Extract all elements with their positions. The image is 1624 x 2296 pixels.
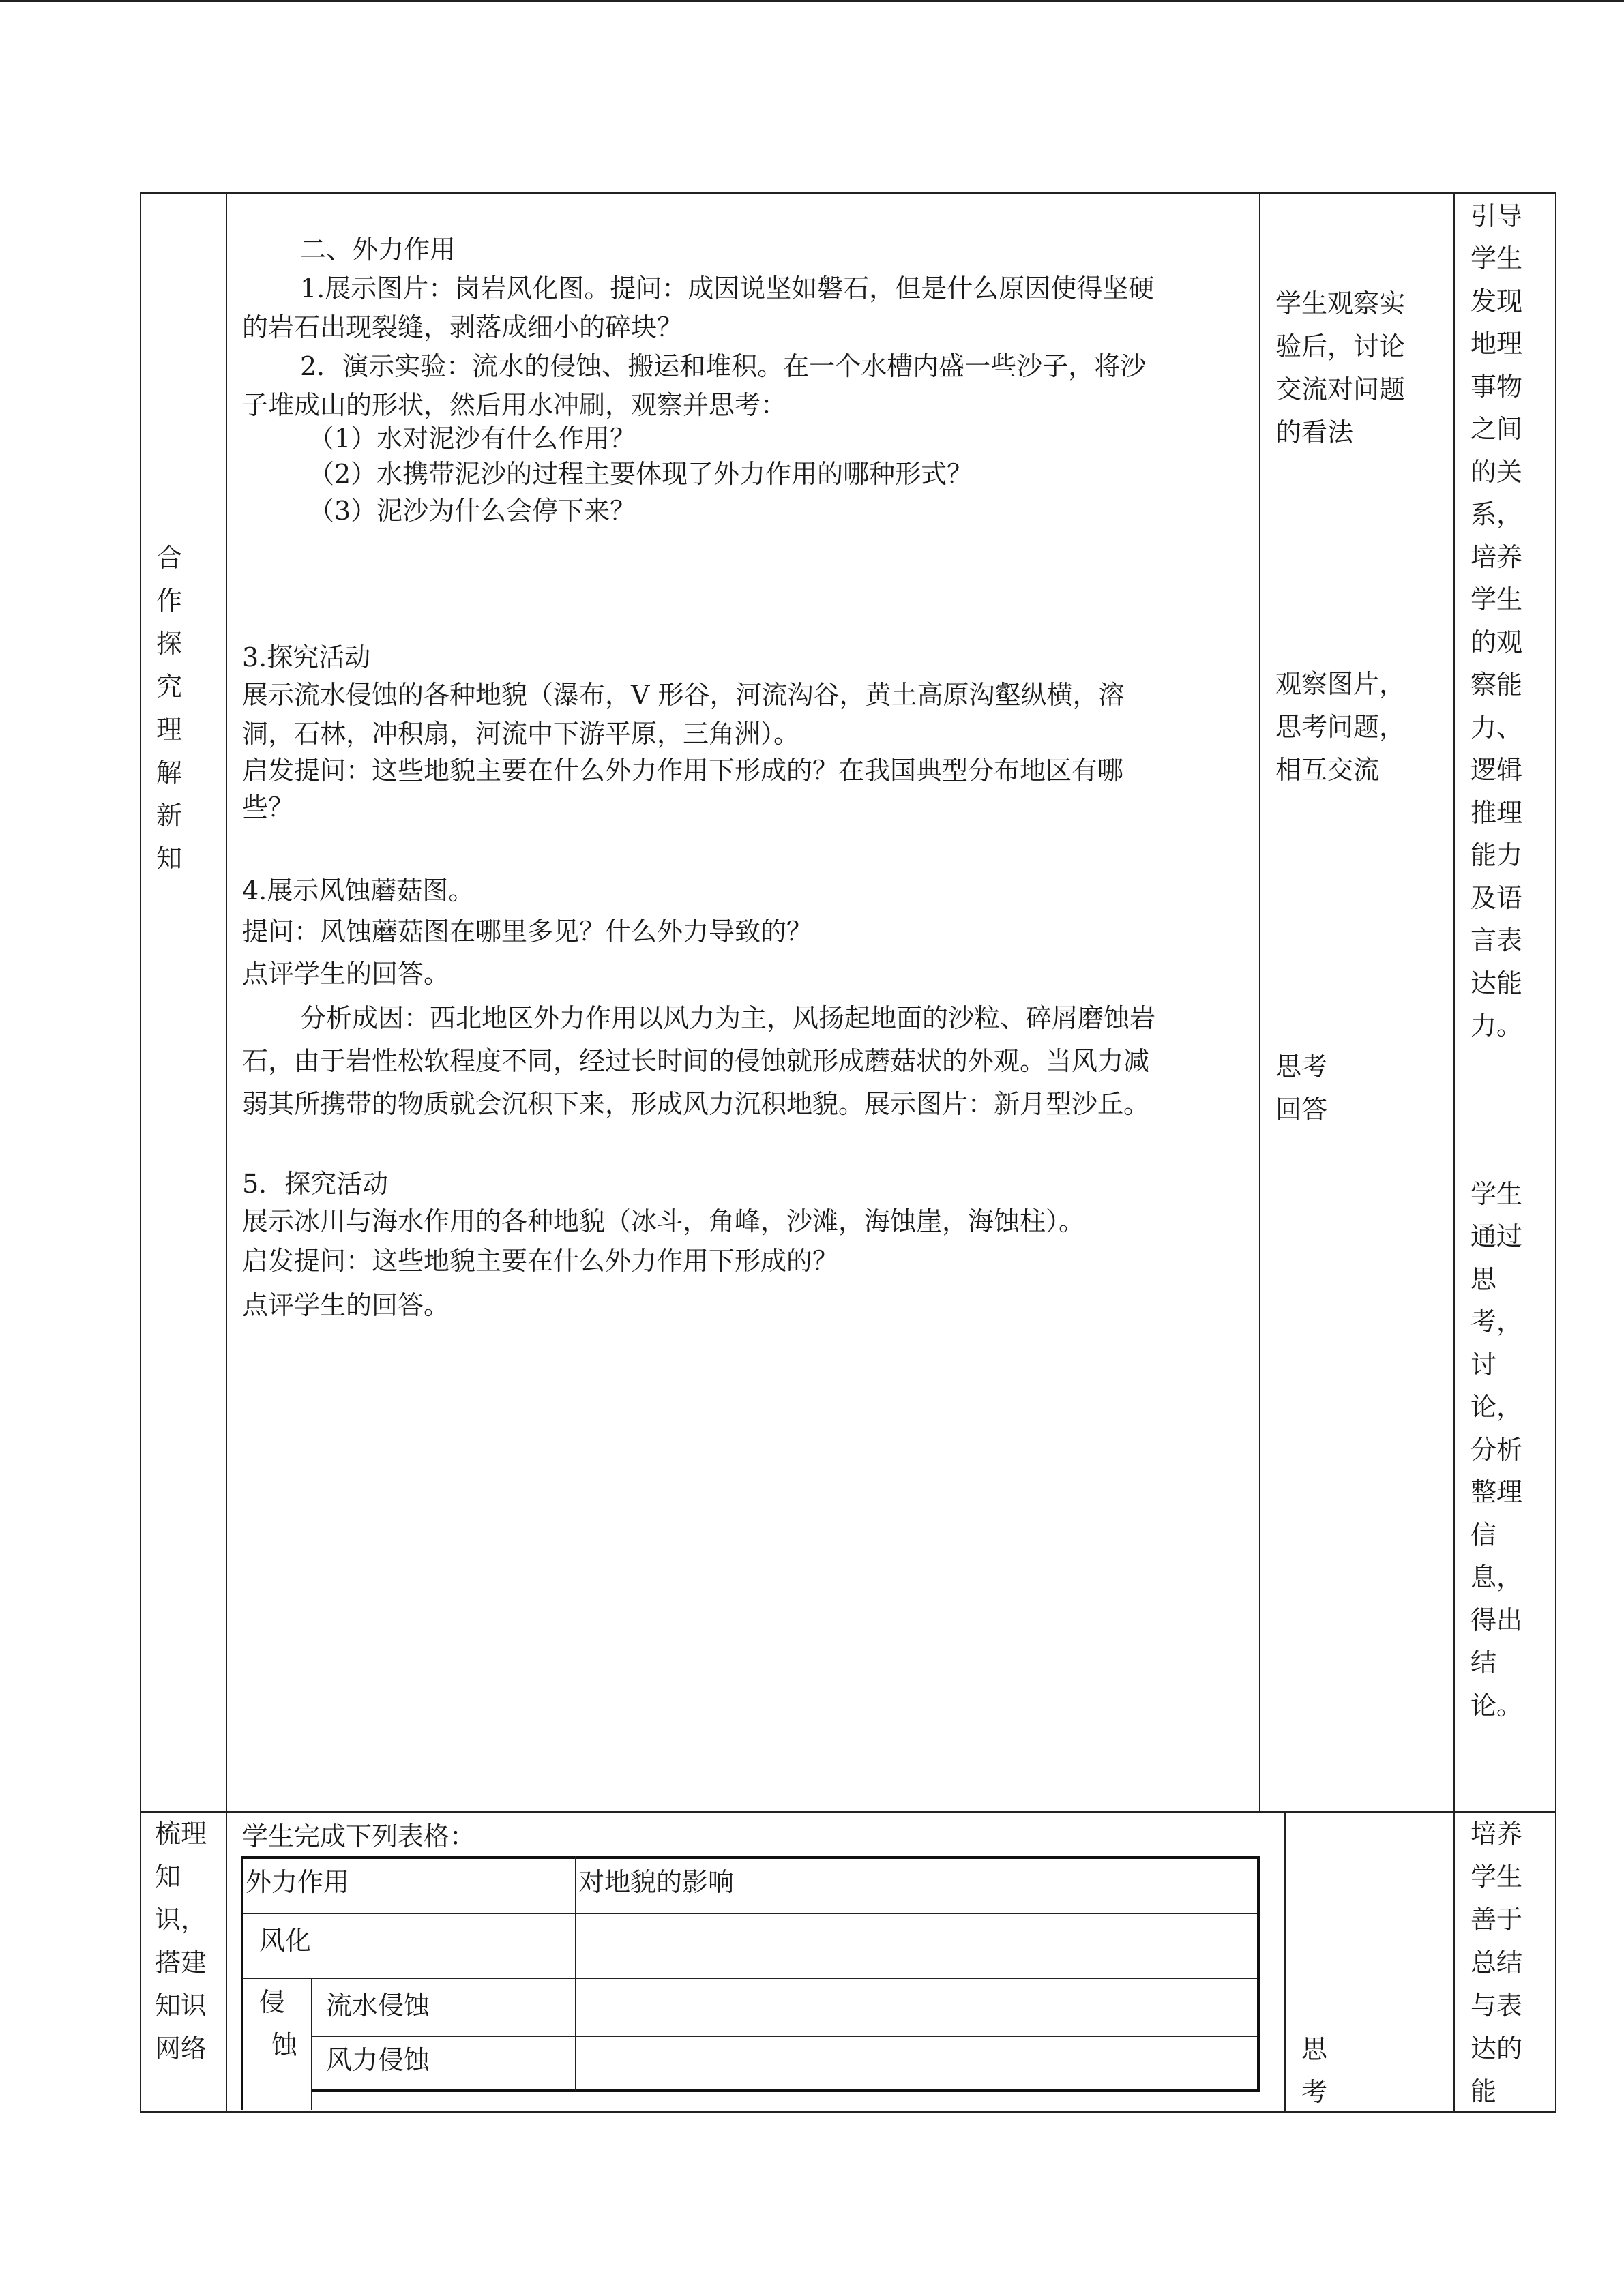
purpose-line: 事物 xyxy=(1471,372,1523,402)
content-line: 洞，石林，冲积扇，河流中下游平原，三角洲）。 xyxy=(242,719,800,749)
row-divider xyxy=(140,1811,1556,1813)
purpose-line: 推理 xyxy=(1471,798,1523,828)
col-divider-1 xyxy=(226,192,227,2113)
purpose-line: 培养 xyxy=(1471,542,1523,572)
purpose-line: 言表 xyxy=(1471,925,1523,955)
purpose-line: 力。 xyxy=(1471,1011,1523,1041)
inner-table-group-line xyxy=(311,1978,312,2110)
section1-label-char: 探 xyxy=(156,629,183,659)
content-line: 分析成因：西北地区外力作用以风力为主，风扬起地面的沙粒、碎屑磨蚀岩 xyxy=(300,1003,1156,1033)
page-top-border xyxy=(0,0,1624,2)
content-line: 展示冰川与海水作用的各种地貌（冰斗，角峰，沙滩，海蚀崖，海蚀柱）。 xyxy=(242,1206,1085,1236)
table-bottom-border xyxy=(140,2111,1556,2113)
col-divider-3 xyxy=(1453,192,1455,2113)
purpose-line: 的关 xyxy=(1471,457,1523,487)
section2-label-line: 网络 xyxy=(155,2033,207,2063)
section1-label-char: 解 xyxy=(156,758,183,788)
purpose-line: 得出 xyxy=(1471,1605,1523,1635)
student-line: 相互交流 xyxy=(1275,755,1380,785)
inner-table-row-line xyxy=(241,1978,1260,1979)
content-line: 启发提问：这些地貌主要在什么外力作用下形成的？ xyxy=(242,1246,839,1276)
content-line: 子堆成山的形状，然后用水冲刷，观察并思考： xyxy=(242,390,787,420)
table-top-border xyxy=(140,192,1556,194)
purpose-line: 的观 xyxy=(1471,627,1523,657)
section2-label-line: 梳理 xyxy=(155,1819,207,1849)
purpose-line: 总结 xyxy=(1471,1948,1523,1978)
inner-table-row-line xyxy=(311,2036,1260,2037)
purpose-line: 信 xyxy=(1471,1520,1497,1550)
purpose-line: 结 xyxy=(1471,1648,1497,1678)
purpose-line: 引导 xyxy=(1471,201,1523,231)
section2-label-line: 知 xyxy=(155,1862,181,1892)
student-line: 学生观察实 xyxy=(1275,288,1406,318)
col-divider-2-lower xyxy=(1284,1811,1286,2113)
student-line: 验后，讨论 xyxy=(1275,331,1406,361)
purpose-line: 通过 xyxy=(1471,1221,1523,1251)
student-line: 回答 xyxy=(1275,1094,1328,1124)
content-line: 弱其所携带的物质就会沉积下来，形成风力沉积地貌。展示图片：新月型沙丘。 xyxy=(242,1089,1150,1119)
content-line: （2）水携带泥沙的过程主要体现了外力作用的哪种形式？ xyxy=(308,459,973,489)
purpose-line: 学生 xyxy=(1471,584,1523,614)
purpose-line: 培养 xyxy=(1471,1819,1523,1849)
section1-label-char: 究 xyxy=(156,672,183,702)
content-line: 些？ xyxy=(242,792,295,822)
student-line: 思考 xyxy=(1275,1052,1328,1082)
purpose-line: 之间 xyxy=(1471,414,1523,444)
content-line: 启发提问：这些地貌主要在什么外力作用下形成的？在我国典型分布地区有哪 xyxy=(242,756,1124,786)
purpose-line: 思 xyxy=(1471,1264,1497,1294)
content-line: 二、外力作用 xyxy=(300,235,456,265)
student-line: 的看法 xyxy=(1275,417,1354,447)
purpose-line: 地理 xyxy=(1471,329,1523,359)
content-line: 3.探究活动 xyxy=(242,642,371,672)
purpose-line: 与表 xyxy=(1471,1991,1523,2021)
inner-table-right xyxy=(1257,1856,1260,2092)
content-line: （1）水对泥沙有什么作用？ xyxy=(308,423,636,453)
header-external-force: 外力作用 xyxy=(246,1867,350,1897)
purpose-line: 整理 xyxy=(1471,1477,1523,1507)
content-line: 展示流水侵蚀的各种地貌（瀑布，V 形谷，河流沟谷，黄土高原沟壑纵横，溶 xyxy=(242,680,1125,710)
inner-table-top xyxy=(241,1856,1260,1859)
inner-table-col-line xyxy=(575,1856,576,2092)
content-line: 5．探究活动 xyxy=(242,1169,389,1199)
purpose-line: 及语 xyxy=(1471,883,1523,913)
section1-label-char: 知 xyxy=(156,844,183,874)
table-intro: 学生完成下列表格： xyxy=(242,1821,476,1851)
purpose-line: 善于 xyxy=(1471,1905,1523,1935)
student-line: 思考问题， xyxy=(1275,712,1406,742)
purpose-line: 分析 xyxy=(1471,1435,1523,1465)
purpose-line: 息， xyxy=(1471,1562,1523,1592)
content-line: 2．演示实验：流水的侵蚀、搬运和堆积。在一个水槽内盛一些沙子，将沙 xyxy=(300,351,1147,381)
purpose-line: 能力 xyxy=(1471,840,1523,870)
section1-label-char: 合 xyxy=(156,543,183,573)
purpose-line: 论。 xyxy=(1471,1690,1523,1720)
inner-table-bottom xyxy=(311,2089,1260,2092)
purpose-line: 力、 xyxy=(1471,713,1523,743)
purpose-line: 逻辑 xyxy=(1471,755,1523,785)
content-line: 点评学生的回答。 xyxy=(242,959,450,989)
inner-table-row-line xyxy=(241,1913,1260,1914)
row-wind-erosion: 风力侵蚀 xyxy=(326,2045,430,2075)
table-left-border xyxy=(140,192,141,2113)
section2-label-line: 搭建 xyxy=(155,1948,207,1978)
purpose-line: 学生 xyxy=(1471,1179,1523,1209)
content-line: 1.展示图片：岗岩风化图。提问：成因说坚如磐石，但是什么原因使得坚硬 xyxy=(300,273,1155,303)
row-water-erosion: 流水侵蚀 xyxy=(326,1991,430,2021)
purpose-line: 达能 xyxy=(1471,968,1523,998)
purpose-line: 能 xyxy=(1471,2076,1497,2106)
inner-table-left xyxy=(241,1856,243,2110)
student-line: 交流对问题 xyxy=(1275,374,1406,404)
section1-label-char: 作 xyxy=(156,586,183,616)
content-line: 4.展示风蚀蘑菇图。 xyxy=(242,876,475,906)
section1-label-char: 理 xyxy=(156,715,183,745)
content-line: 的岩石出现裂缝，剥落成细小的碎块？ xyxy=(242,312,683,342)
purpose-line: 达的 xyxy=(1471,2033,1523,2063)
col-divider-2-upper xyxy=(1259,192,1260,1813)
student-line: 观察图片， xyxy=(1275,669,1406,699)
purpose-line: 考， xyxy=(1471,1307,1523,1337)
purpose-line: 学生 xyxy=(1471,243,1523,273)
content-line: 石，由于岩性松软程度不同，经过长时间的侵蚀就形成蘑菇状的外观。当风力减 xyxy=(242,1046,1150,1076)
row-weathering: 风化 xyxy=(259,1926,312,1956)
purpose-line: 系， xyxy=(1471,499,1523,529)
purpose-line: 学生 xyxy=(1471,1862,1523,1892)
student-line: 思 xyxy=(1301,2034,1328,2064)
content-line: 提问：风蚀蘑菇图在哪里多见？什么外力导致的？ xyxy=(242,916,813,946)
table-right-border xyxy=(1555,192,1556,2113)
content-line: （3）泥沙为什么会停下来？ xyxy=(308,496,636,526)
purpose-line: 察能 xyxy=(1471,670,1523,700)
student-line: 考 xyxy=(1301,2077,1328,2107)
section2-label-line: 知识 xyxy=(155,1991,207,2021)
purpose-line: 发现 xyxy=(1471,286,1523,316)
purpose-line: 讨 xyxy=(1471,1350,1497,1380)
group-erosion-char: 蚀 xyxy=(271,2030,298,2060)
section1-label-char: 新 xyxy=(156,801,183,831)
group-erosion-char: 侵 xyxy=(259,1987,286,2017)
section2-label-line: 识， xyxy=(155,1905,207,1935)
purpose-line: 论， xyxy=(1471,1392,1523,1422)
content-line: 点评学生的回答。 xyxy=(242,1290,450,1320)
header-landform-effect: 对地貌的影响 xyxy=(578,1867,735,1897)
